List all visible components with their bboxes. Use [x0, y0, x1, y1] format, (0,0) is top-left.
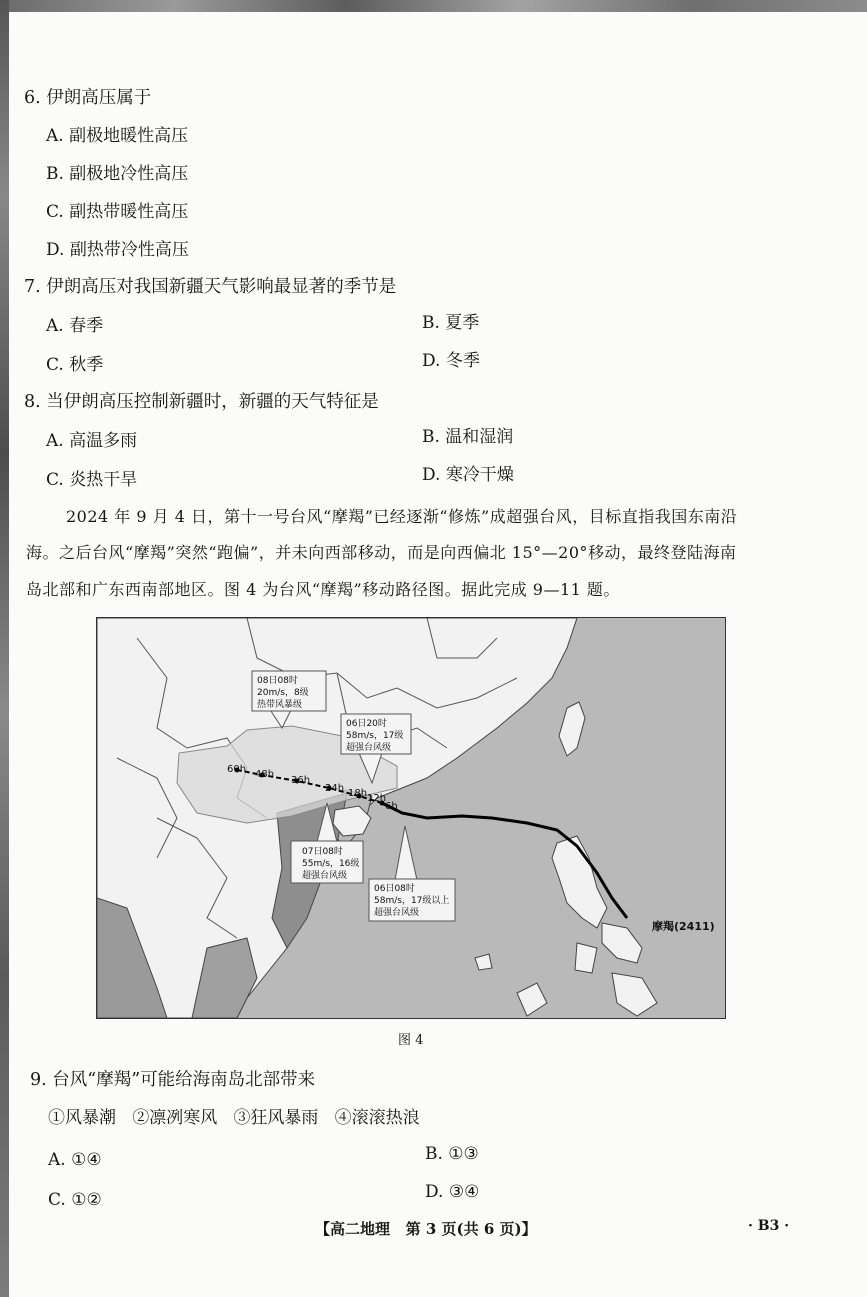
question-9-option-a: A. ①④ — [48, 1150, 102, 1170]
callout-07d08-grade: 超强台风级 — [302, 871, 348, 881]
callout-08d08-time: 08日08时 — [257, 676, 298, 686]
callout-06d20-grade: 超强台风级 — [346, 743, 392, 753]
question-8-option-d: D. 寒冷干燥 — [422, 465, 514, 485]
callout-07d08-speed: 55m/s，16级 — [302, 859, 360, 869]
question-7-option-b: B. 夏季 — [422, 313, 480, 333]
question-6-option-b: B. 副极地冷性高压 — [46, 164, 189, 184]
question-7-option-a: A. 春季 — [46, 316, 104, 336]
typhoon-track-map — [96, 617, 726, 1019]
question-8-stem: 8. 当伊朗高压控制新疆时，新疆的天气特征是 — [24, 392, 379, 412]
question-8-option-b: B. 温和湿润 — [422, 427, 514, 447]
callout-08d08-speed: 20m/s，8级 — [257, 688, 309, 698]
question-9-items: ①风暴潮 ②凛冽寒风 ③狂风暴雨 ④滚滚热浪 — [48, 1108, 420, 1128]
callout-06d20-time: 06日20时 — [346, 719, 387, 729]
hour-label-24h: 24h — [325, 783, 345, 794]
callout-06d08-speed: 58m/s，17级以上 — [374, 896, 450, 906]
question-9-option-b: B. ①③ — [425, 1144, 479, 1164]
question-8-option-a: A. 高温多雨 — [46, 431, 138, 451]
scan-edge-top — [0, 0, 867, 12]
hour-label-18h: 18h — [348, 788, 368, 799]
callout-06d08-grade: 超强台风级 — [374, 908, 420, 918]
typhoon-name-label: 摩羯(2411) — [652, 920, 715, 933]
question-8-option-c: C. 炎热干旱 — [46, 470, 138, 490]
question-9-stem: 9. 台风“摩羯”可能给海南岛北部带来 — [30, 1070, 316, 1090]
question-7-option-c: C. 秋季 — [46, 355, 104, 375]
hour-label-6h: 6h — [385, 801, 398, 812]
question-9-option-c: C. ①② — [48, 1190, 102, 1210]
question-7-stem: 7. 伊朗高压对我国新疆天气影响最显著的季节是 — [24, 277, 397, 297]
hour-label-60h: 60h — [227, 764, 247, 775]
hour-label-48h: 48h — [255, 769, 275, 780]
question-9-option-d: D. ③④ — [425, 1182, 480, 1202]
callout-07d08-time: 07日08时 — [302, 847, 343, 857]
passage-line-1: 2024 年 9 月 4 日，第十一号台风“摩羯”已经逐渐“修炼”成超强台风，目标直指我国东南沿 — [66, 507, 738, 526]
callout-06d20-speed: 58m/s，17级 — [346, 731, 404, 741]
callout-08d08-grade: 热带风暴级 — [257, 700, 303, 710]
scan-edge-left — [0, 0, 9, 1297]
question-6-option-c: C. 副热带暖性高压 — [46, 202, 189, 222]
callout-06d08-time: 06日08时 — [374, 884, 415, 894]
page-footer: 【高二地理 第 3 页(共 6 页)】 — [315, 1220, 537, 1238]
hour-label-12h: 12h — [367, 793, 387, 804]
question-6-option-d: D. 副热带冷性高压 — [46, 240, 189, 260]
question-7-option-d: D. 冬季 — [422, 351, 480, 371]
question-6-stem: 6. 伊朗高压属于 — [24, 88, 152, 108]
passage-line-2: 海。之后台风“摩羯”突然“跑偏”，并未向西部移动，而是向西偏北 15°—20°移动，最终登陆海南 — [26, 543, 737, 562]
passage-line-3: 岛北部和广东西南部地区。图 4 为台风“摩羯”移动路径图。据此完成 9—11 题。 — [26, 580, 620, 599]
question-6-option-a: A. 副极地暖性高压 — [46, 126, 189, 146]
page-code: · B3 · — [748, 1218, 790, 1234]
figure-caption: 图 4 — [398, 1033, 424, 1048]
hour-label-36h: 36h — [291, 775, 311, 786]
